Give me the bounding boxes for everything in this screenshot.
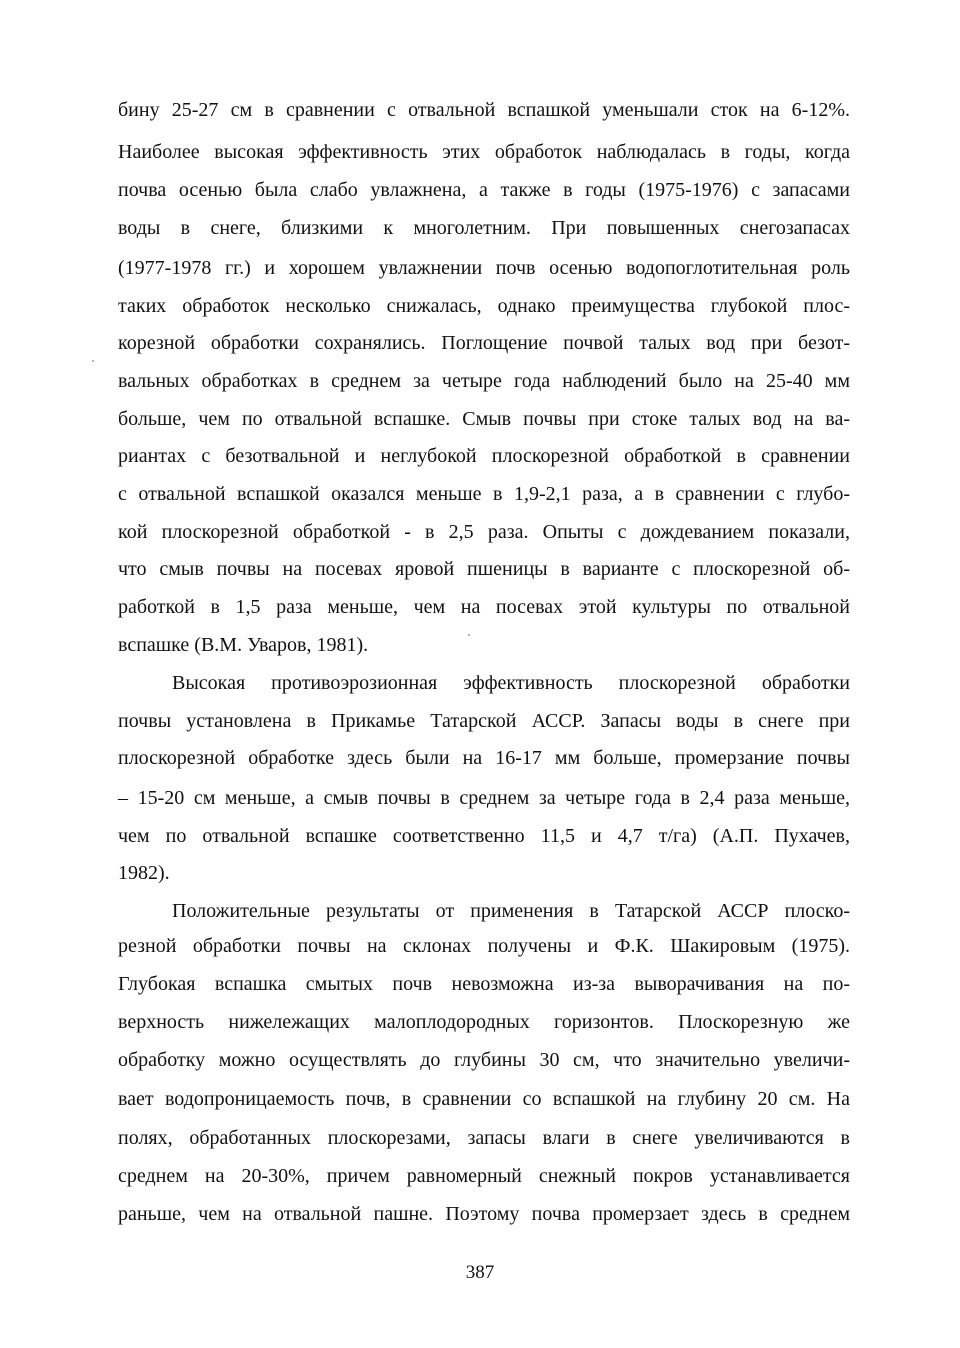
text-line: риантах с безотвальной и неглубокой плоскорезной обработкой в сравнении xyxy=(118,445,850,467)
text-line: работкой в 1,5 раза меньше, чем на посевах этой культуры по отвальной xyxy=(118,596,850,618)
text-line: кой плоскорезной обработкой - в 2,5 раза. Опыты с дождеванием показали, xyxy=(118,521,850,543)
text-line: вальных обработках в среднем за четыре года наблюдений было на 25-40 мм xyxy=(118,370,850,392)
text-line: Глубокая вспашка смытых почв невозможна из-за выворачивания на по- xyxy=(118,973,850,995)
text-line: плоскорезной обработке здесь были на 16-17 мм больше, промерзание почвы xyxy=(118,747,850,769)
text-line: Наиболее высокая эффективность этих обработок наблюдалась в годы, когда xyxy=(118,141,850,163)
paragraph-first-line: Положительные результаты от применения в Татарской АССР плоско- xyxy=(172,900,850,922)
text-line: обработку можно осуществлять до глубины 30 см, что значительно увеличи- xyxy=(118,1049,850,1071)
text-line: полях, обработанных плоскорезами, запасы влаги в снеге увеличиваются в xyxy=(118,1127,850,1149)
text-line: почвы установлена в Прикамье Татарской АССР. Запасы воды в снеге при xyxy=(118,710,850,732)
text-line: среднем на 20-30%, причем равномерный снежный покров устанавливается xyxy=(118,1165,850,1187)
text-line: резной обработки почвы на склонах получены и Ф.К. Шакировым (1975). xyxy=(118,935,850,957)
text-line: – 15-20 см меньше, а смыв почвы в среднем за четыре года в 2,4 раза меньше, xyxy=(118,787,850,809)
text-line: 1982). xyxy=(118,862,170,884)
page-number: 387 xyxy=(465,1262,495,1283)
text-line: почва осенью была слабо увлажнена, а также в годы (1975-1976) с запасами xyxy=(118,179,850,201)
text-line: больше, чем по отвальной вспашке. Смыв почвы при стоке талых вод на ва- xyxy=(118,408,850,430)
text-line: чем по отвальной вспашке соответственно 11,5 и 4,7 т/га) (А.П. Пухачев, xyxy=(118,825,850,847)
text-line: таких обработок несколько снижалась, однако преимущества глубокой плос- xyxy=(118,295,850,317)
text-line: что смыв почвы на посевах яровой пшеницы в варианте с плоскорезной об- xyxy=(118,558,850,580)
text-line: с отвальной вспашкой оказался меньше в 1,9-2,1 раза, а в сравнении с глубо- xyxy=(118,483,850,505)
text-line: корезной обработки сохранялись. Поглощение почвой талых вод при безот- xyxy=(118,332,850,354)
text-line: (1977-1978 гг.) и хорошем увлажнении почв осенью водопоглотительная роль xyxy=(118,257,850,279)
scan-speck xyxy=(92,360,94,362)
text-line: раньше, чем на отвальной пашне. Поэтому почва промерзает здесь в среднем xyxy=(118,1203,850,1225)
text-line: бину 25-27 см в сравнении с отвальной вспашкой уменьшали сток на 6-12%. xyxy=(118,99,850,121)
scan-speck xyxy=(468,634,470,636)
text-line: вает водопроницаемость почв, в сравнении со вспашкой на глубину 20 см. На xyxy=(118,1088,850,1110)
paragraph-first-line: Высокая противоэрозионная эффективность плоскорезной обработки xyxy=(172,672,850,694)
text-line: верхность нижележащих малоплодородных горизонтов. Плоскорезную же xyxy=(118,1011,850,1033)
text-line: воды в снеге, близкими к многолетним. При повышенных снегозапасах xyxy=(118,217,850,239)
text-line: вспашке (В.М. Уваров, 1981). xyxy=(118,634,369,656)
